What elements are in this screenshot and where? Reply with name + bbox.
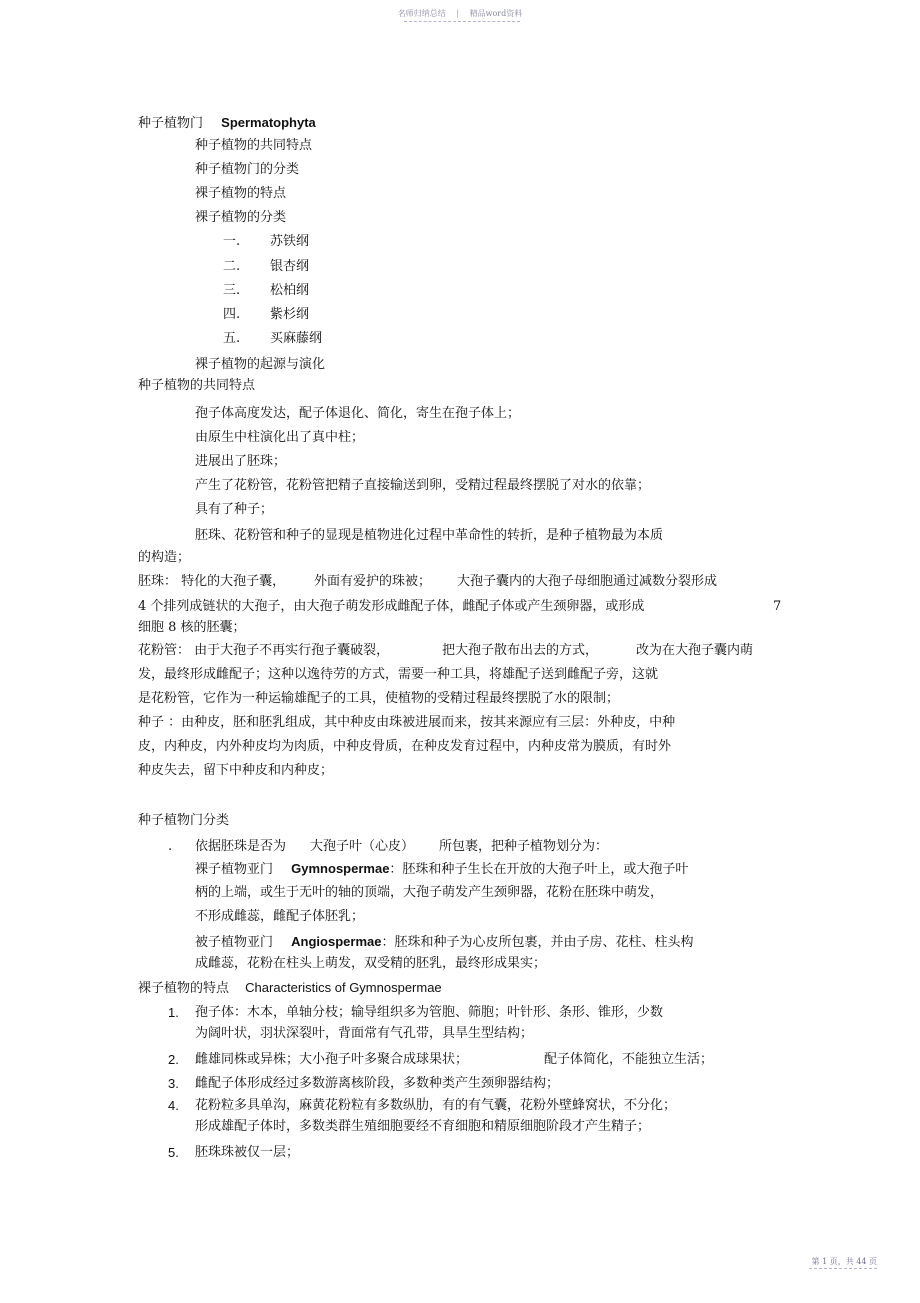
paragraph-line: 皮，内种皮，内外种皮均为肉质，中种皮骨质，在种皮发育过程中，内种皮常为膜质，有时外 (138, 739, 672, 754)
list-number: 5. (168, 1145, 179, 1160)
list-item: 雌配子体形成经过多数游离核阶段，多数种类产生颈卵器结构； (195, 1076, 560, 1091)
toc-class-name: 银杏纲 (270, 259, 310, 274)
toc-class-name: 苏铁纲 (270, 234, 310, 249)
list-number: 2. (168, 1052, 179, 1067)
toc-item: 裸子植物的起源与演化 (195, 357, 326, 372)
toc-class-num: 二. (223, 259, 241, 274)
paragraph-line: 种子 ：由种皮，胚和胚乳组成，其中种皮由珠被进展而来，按其来源应有三层：外种皮，中种 (138, 715, 676, 730)
toc-item: 种子植物的共同特点 (195, 138, 313, 153)
paragraph-line: 胚珠： 特化的大孢子囊， (138, 574, 286, 589)
feature-item: 由原生中柱演化出了真中柱； (195, 430, 365, 445)
paragraph-line (195, 860, 688, 879)
header-separator: | (456, 9, 460, 18)
paragraph-line: 发，最终形成雌配子；这种以逸待劳的方式，需要一种工具，将雄配子送到雌配子旁，这就 (138, 667, 659, 682)
list-item: 花粉粒多具单沟，麻黄花粉粒有多数纵肋，有的有气囊，花粉外壁蜂窝状，不分化； (195, 1098, 677, 1113)
paragraph-line: 外面有爱护的珠被； (314, 574, 432, 589)
bullet: . (168, 839, 173, 854)
list-number: 3. (168, 1076, 179, 1091)
paragraph-line: 7 (773, 599, 782, 614)
section-heading: 种子植物门分类 (138, 813, 230, 828)
paragraph-line: 种皮失去，留下中种皮和内种皮； (138, 763, 334, 778)
paragraph-line: 柄的上端，或生于无叶的轴的顶端，大孢子萌发产生颈卵器，花粉在胚珠中萌发， (195, 885, 664, 900)
paragraph-line: 的构造； (138, 550, 191, 565)
term-cn: 裸子植物亚门 (195, 862, 274, 877)
toc-class-name: 松柏纲 (270, 283, 310, 298)
feature-item: 进展出了胚珠； (195, 454, 287, 469)
paragraph-line: 成雌蕊，花粉在柱头上萌发，双受精的胚乳，最终形成果实； (195, 956, 547, 971)
toc-class-name: 紫杉纲 (270, 307, 310, 322)
paragraph-line: 胚珠、花粉管和种子的显现是植物进化过程中革命性的转折，是种子植物最为本质 (195, 528, 664, 543)
term-en: Angiospermae (291, 934, 382, 949)
paragraph-line: 细胞 8 核的胚囊； (138, 620, 246, 635)
paragraph-line: 不形成雌蕊，雌配子体胚乳； (195, 909, 365, 924)
toc-class-name: 买麻藤纲 (270, 331, 323, 346)
page-header (0, 8, 920, 19)
section-heading: 种子植物的共同特点 (138, 378, 256, 393)
list-item: 配子体简化，不能独立生活； (544, 1052, 714, 1067)
term-def: ：胚珠和种子生长在开放的大孢子叶上，或大孢子叶 (389, 862, 689, 877)
toc-class-num: 一. (223, 234, 241, 249)
paragraph-line: 所包裹，把种子植物划分为： (439, 839, 609, 854)
toc-item: 裸子植物的特点 (195, 186, 287, 201)
feature-item: 产生了花粉管，花粉管把精子直接输送到卵，受精过程最终摆脱了对水的依靠； (195, 478, 651, 493)
term-def: ：胚珠和种子为心皮所包裹，并由子房、花柱、柱头构 (381, 935, 694, 950)
list-item: 为阔叶状，羽状深裂叶，背面常有气孔带，具旱生型结构； (195, 1026, 534, 1041)
paragraph-line (195, 933, 693, 952)
paragraph-line: 花粉管： 由于大孢子不再实行孢子囊破裂， (138, 643, 390, 658)
feature-item: 孢子体高度发达，配子体退化、简化，寄生在孢子体上； (195, 406, 521, 421)
title-cn: 种子植物门 (138, 116, 204, 131)
term-en: Gymnospermae (291, 861, 390, 876)
paragraph-line: 大孢子囊内的大孢子母细胞通过减数分裂形成 (457, 574, 718, 589)
toc-class-num: 四. (223, 307, 241, 322)
toc-item: 裸子植物的分类 (195, 210, 287, 225)
title-en: Spermatophyta (221, 115, 316, 130)
toc-item: 种子植物门的分类 (195, 162, 300, 177)
page-footer: 第 1 页，共 44 页 (811, 1257, 877, 1266)
list-number: 4. (168, 1098, 179, 1113)
list-item: 形成雄配子体时，多数类群生殖细胞要经不育细胞和精原细胞阶段才产生精子； (195, 1119, 651, 1134)
feature-item: 具有了种子； (195, 502, 274, 517)
header-right: 精品word资料 (469, 9, 523, 18)
header-divider (404, 21, 520, 22)
heading-en: Characteristics of Gymnospermae (245, 980, 442, 995)
paragraph-line: 把大孢子散布出去的方式， (442, 643, 599, 658)
paragraph-line: 依据胚珠是否为 (195, 839, 287, 854)
list-item: 孢子体：木本，单轴分枝；输导组织多为管胞、筛胞；叶针形、条形、锥形，少数 (195, 1005, 664, 1020)
paragraph-line: 大孢子叶（心皮） (310, 839, 415, 854)
list-item: 雌雄同株或异株；大小孢子叶多聚合成球果状； (195, 1052, 469, 1067)
page-title (138, 114, 316, 133)
term-cn: 被子植物亚门 (195, 935, 274, 950)
heading-cn: 裸子植物的特点 (138, 981, 230, 996)
paragraph-line: 4 个排列成链状的大孢子，由大孢子萌发形成雌配子体，雌配子体或产生颈卵器，或形成 (138, 599, 645, 614)
paragraph-line: 改为在大孢子囊内萌 (636, 643, 754, 658)
list-number: 1. (168, 1005, 179, 1020)
toc-class-num: 五. (223, 331, 241, 346)
section-heading (138, 979, 442, 998)
footer-divider (809, 1268, 877, 1269)
paragraph-line: 是花粉管，它作为一种运输雄配子的工具，使植物的受精过程最终摆脱了水的限制； (138, 691, 620, 706)
toc-class-num: 三. (223, 283, 241, 298)
header-left: 名师归纳总结 (397, 9, 446, 18)
list-item: 胚珠珠被仅一层； (195, 1145, 300, 1160)
